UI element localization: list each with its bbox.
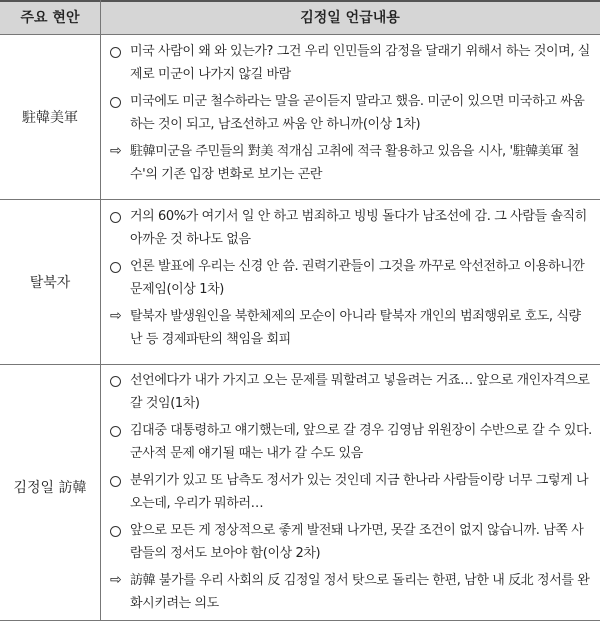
remark-item: 김대중 대통령하고 얘기했는데, 앞으로 갈 경우 김영남 위원장이 수반으로 갈 수 있다. 군사적 문제 얘기될 때는 내가 갈 수도 있음 bbox=[110, 419, 592, 465]
table-row-visit bbox=[0, 365, 600, 620]
circle-bullet-icon bbox=[110, 255, 128, 281]
assessment-item: ⇨ 탈북자 발생원인을 북한체제의 모순이 아니라 탈북자 개인의 범죄행위로 호도, 식량난 등 경제파탄의 책임을 회피 bbox=[110, 305, 592, 351]
header-remarks: 김정일 언급내용 bbox=[300, 10, 400, 26]
row-label: 김정일 訪韓 bbox=[13, 480, 87, 496]
circle-bullet-icon bbox=[110, 469, 128, 495]
arrow-right-icon: ⇨ bbox=[110, 143, 122, 159]
remark-item: 미국 사람이 왜 와 있는가? 그건 우리 인민들의 감정을 달래기 위해서 하는 것이며, 실제로 미군이 나가지 않길 바람 bbox=[110, 40, 592, 86]
remark-item: 분위기가 있고 또 남측도 정서가 있는 것인데 지금 한나라 사람들이랑 너무 그렇게 나오는데, 우리가 뭐하러… bbox=[110, 469, 592, 515]
remark-item: 미국에도 미군 철수하라는 말을 곧이듣지 말라고 했음. 미군이 있으면 미국하고 싸움하는 것이 되고, 남조선하고 싸움 안 하니까(이상 1차) bbox=[110, 90, 592, 136]
assessment-item: ⇨ 訪韓 불가를 우리 사회의 反 김정일 정서 탓으로 돌리는 한편, 남한 내 反北 정서를 완화시키려는 의도 bbox=[110, 569, 592, 615]
header-issue: 주요 현안 bbox=[20, 10, 80, 26]
assessment-item: ⇨ 駐韓미군을 주민들의 對美 적개심 고취에 적극 활용하고 있음을 시사, '駐韓美軍 철수'의 기존 입장 변화로 보기는 곤란 bbox=[110, 140, 592, 186]
circle-bullet-icon bbox=[110, 519, 128, 545]
row-content bbox=[110, 369, 592, 615]
circle-bullet-icon bbox=[110, 205, 128, 231]
remark-item: 언론 발표에 우리는 신경 안 씀. 권력기관들이 그것을 까꾸로 악선전하고 이용하니깐 문제임(이상 1차) bbox=[110, 255, 592, 301]
circle-bullet-icon bbox=[110, 419, 128, 445]
table-row-usfk bbox=[0, 35, 600, 199]
circle-bullet-icon bbox=[110, 90, 128, 116]
row-content bbox=[110, 40, 592, 186]
circle-bullet-icon bbox=[110, 369, 128, 395]
circle-bullet-icon bbox=[110, 40, 128, 66]
table-header bbox=[0, 0, 600, 34]
remark-item: 선언에다가 내가 가지고 오는 문제를 뭐할려고 넣을려는 거죠… 앞으로 개인자격으로 갈 것임(1차) bbox=[110, 369, 592, 415]
remark-item: 앞으로 모든 게 정상적으로 좋게 발전돼 나가면, 못갈 조건이 없지 않습니까. 남쪽 사람들의 정서도 보아야 함(이상 2차) bbox=[110, 519, 592, 565]
table-row-defectors bbox=[0, 200, 600, 364]
arrow-right-icon: ⇨ bbox=[110, 308, 122, 324]
remark-item: 거의 60%가 여기서 일 안 하고 범죄하고 빙빙 돌다가 남조선에 감. 그 사람들 솔직히 아까운 것 하나도 없음 bbox=[110, 205, 592, 251]
row-content bbox=[110, 205, 592, 351]
row-label: 駐韓美軍 bbox=[22, 110, 78, 126]
row-label: 탈북자 bbox=[29, 275, 71, 291]
arrow-right-icon: ⇨ bbox=[110, 572, 122, 588]
